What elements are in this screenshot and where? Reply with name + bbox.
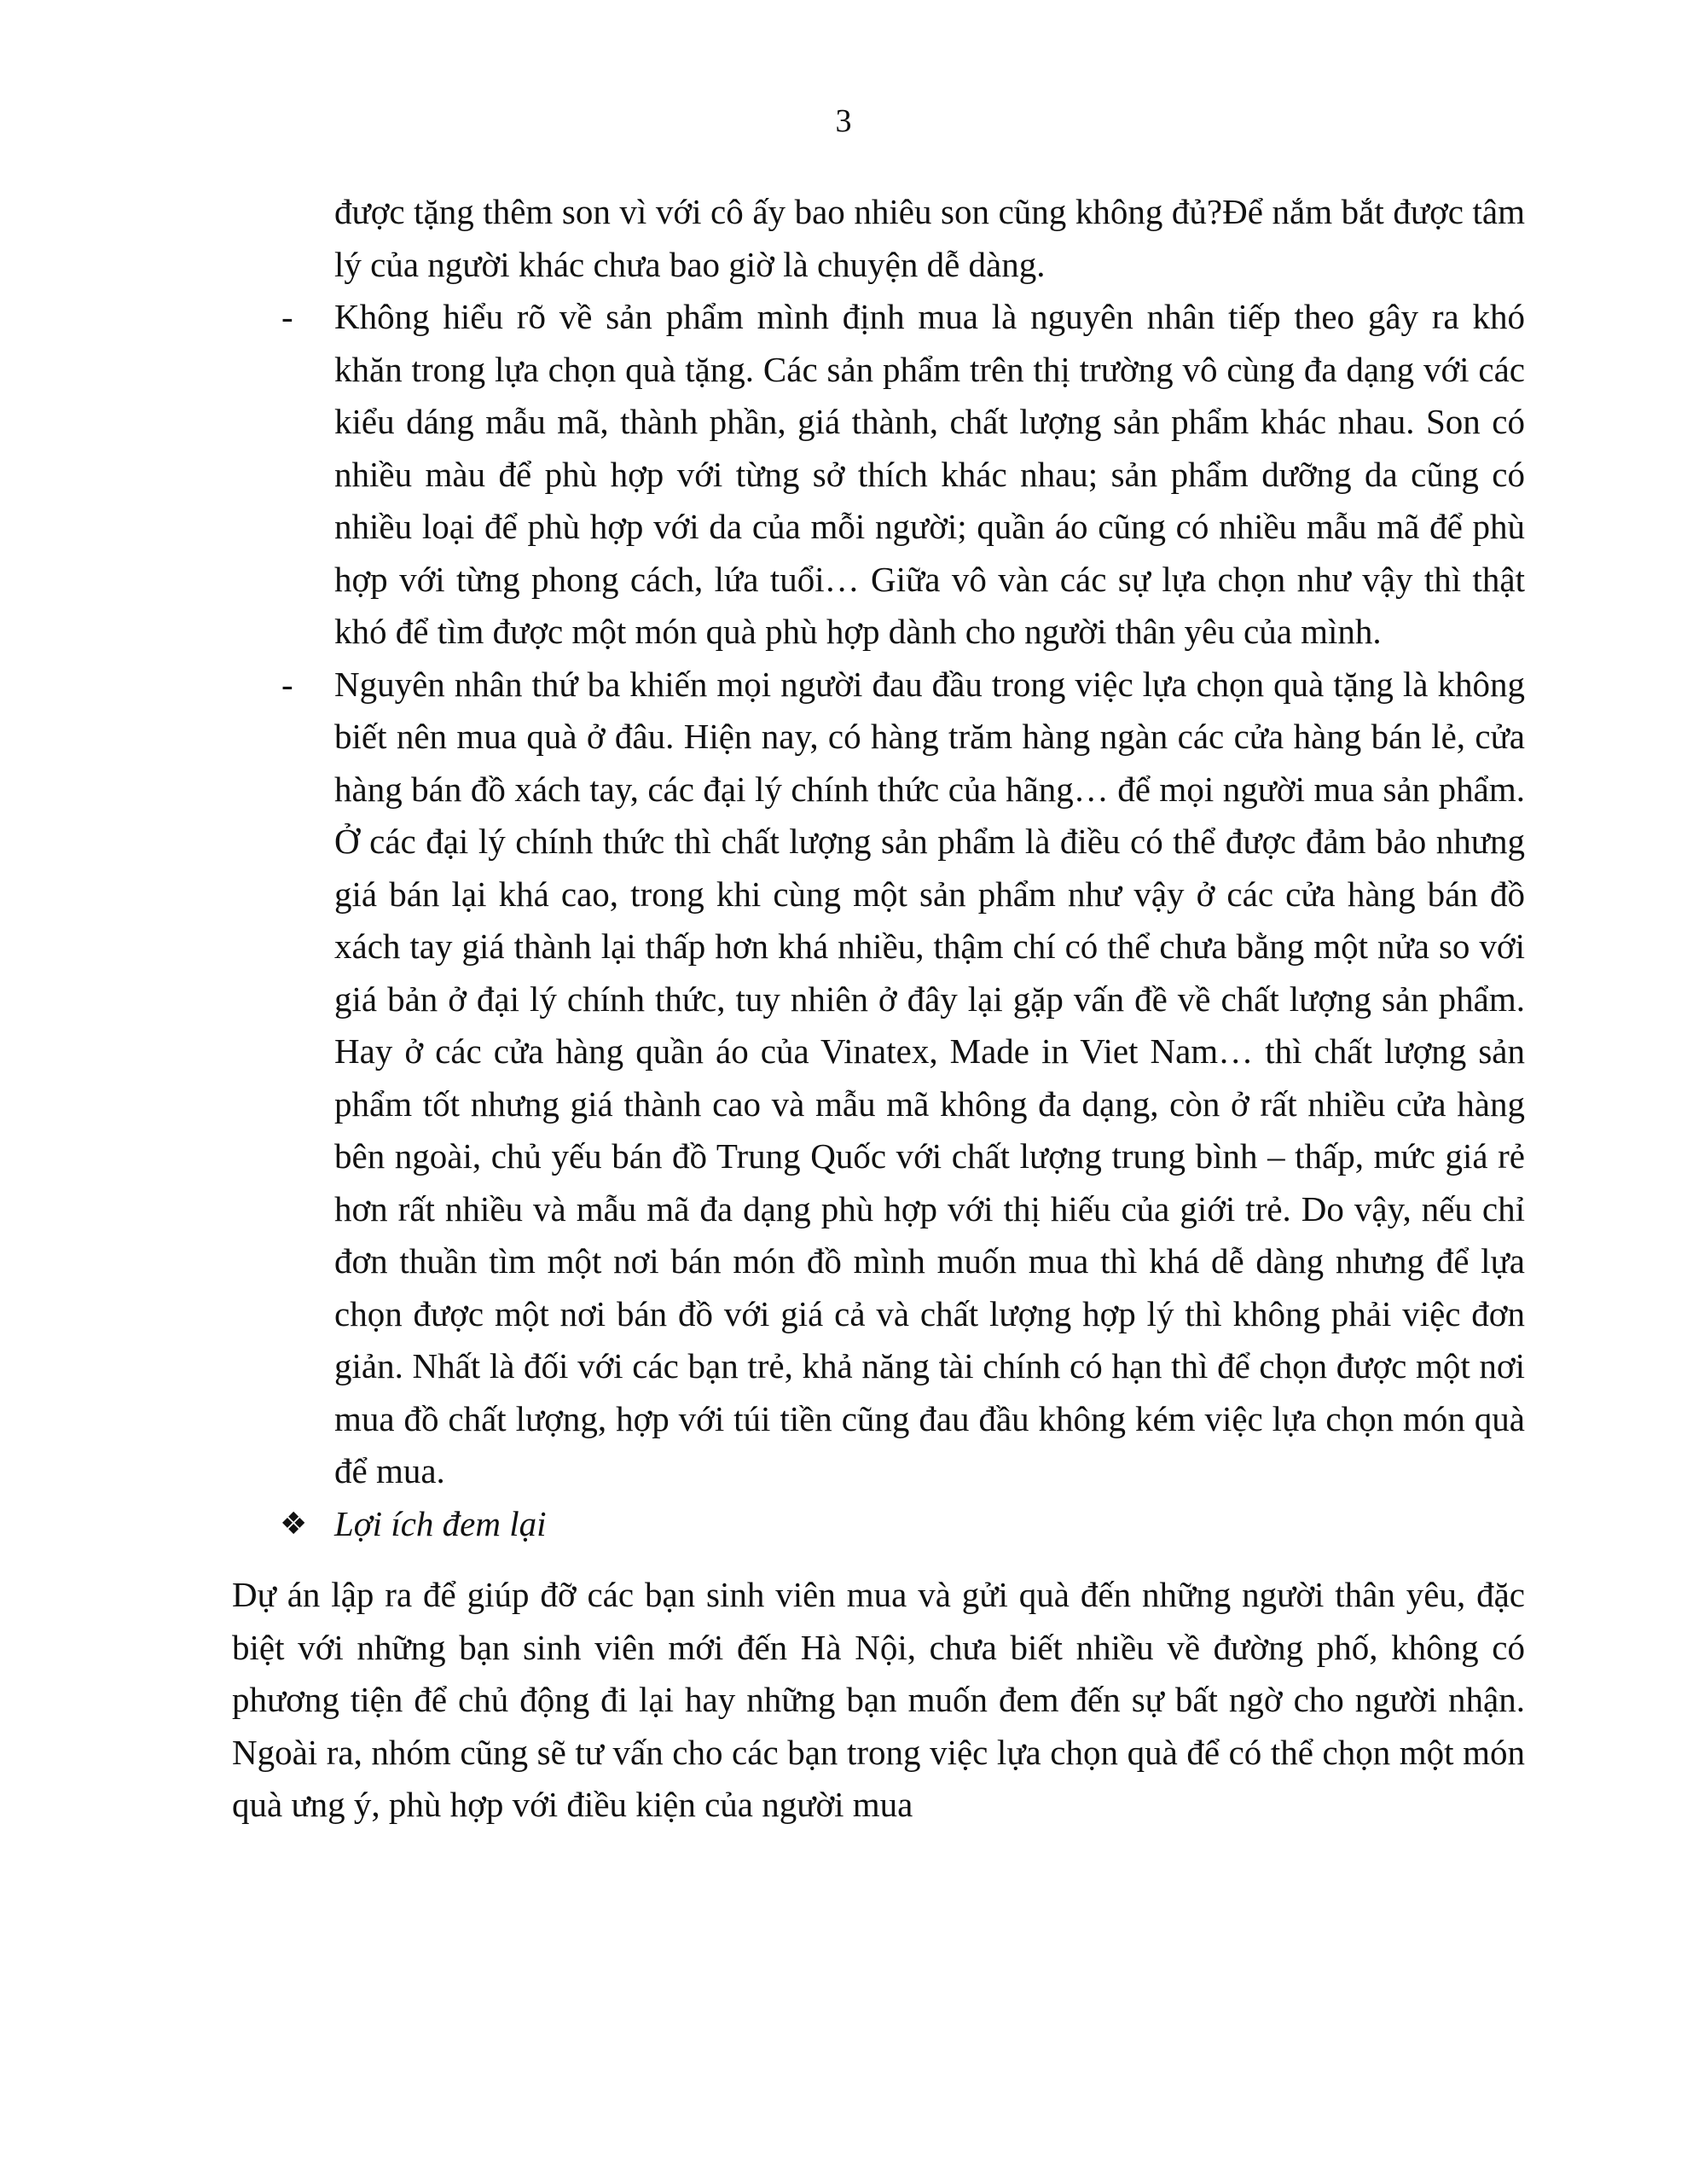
diamond-bullet-icon: ❖ bbox=[280, 1506, 308, 1542]
bullet-dash-marker: - bbox=[281, 297, 293, 336]
bullet-item-1 bbox=[232, 291, 1525, 659]
section-body-paragraph: Dự án lập ra để giúp đỡ các bạn sinh viên mua và gửi quà đến những người thân yêu, đặc biệt với những bạn sinh viên mới đến Hà Nội, chưa biết nhiều về đường phố, không có phương tiện để chủ động đi lại hay những bạn muốn đem đến sự bất ngờ cho người nhận. Ngoài ra, nhóm cũng sẽ tư vấn cho các bạn trong việc lựa chọn quà để có thể chọn một món quà ưng ý, phù hợp với điều kiện của người mua bbox=[232, 1575, 1525, 1824]
section-heading-text: Lợi ích đem lại bbox=[334, 1503, 547, 1543]
continuation-paragraph: được tặng thêm son vì với cô ấy bao nhiêu son cũng không đủ?Để nắm bắt được tâm lý của người khác chưa bao giờ là chuyện dễ dàng. bbox=[334, 192, 1525, 284]
page-number: 3 bbox=[835, 103, 852, 139]
bullet-item-2 bbox=[232, 659, 1525, 1498]
bullet-dash-marker: - bbox=[281, 664, 293, 704]
bullet-item-text: Không hiểu rõ về sản phẩm mình định mua là nguyên nhân tiếp theo gây ra khó khăn trong lựa chọn quà tặng. Các sản phẩm trên thị trường vô cùng đa dạng với các kiểu dáng mẫu mã, thành phần, giá thành, chất lượng sản phẩm khác nhau. Son có nhiều màu để phù hợp với từng sở thích khác nhau; sản phẩm dưỡng da cũng có nhiều loại để phù hợp với da của mỗi người; quần áo cũng có nhiều mẫu mã để phù hợp với từng phong cách, lứa tuổi… Giữa vô vàn các sự lựa chọn như vậy thì thật khó để tìm được một món quà phù hợp dành cho người thân yêu của mình. bbox=[334, 297, 1525, 651]
section-heading bbox=[232, 1498, 1525, 1551]
document-body bbox=[232, 186, 1525, 1832]
bullet-item-text: Nguyên nhân thứ ba khiến mọi người đau đầu trong việc lựa chọn quà tặng là không biết nên mua quà ở đâu. Hiện nay, có hàng trăm hàng ngàn các cửa hàng bán lẻ, cửa hàng bán đồ xách tay, các đại lý chính thức của hãng… để mọi người mua sản phẩm. Ở các đại lý chính thức thì chất lượng sản phẩm là điều có thể được đảm bảo nhưng giá bán lại khá cao, trong khi cùng một sản phẩm như vậy ở các cửa hàng bán đồ xách tay giá thành lại thấp hơn khá nhiều, thậm chí có thể chưa bằng một nửa so với giá bản ở đại lý chính thức, tuy nhiên ở đây lại gặp vấn đề về chất lượng sản phẩm. Hay ở các cửa hàng quần áo của Vinatex, Made in Viet Nam… thì chất lượng sản phẩm tốt nhưng giá thành cao và mẫu mã không đa dạng, còn ở rất nhiều cửa hàng bên ngoài, chủ yếu bán đồ Trung Quốc với chất lượng trung bình – thấp, mức giá rẻ hơn rất nhiều và mẫu mã đa dạng phù hợp với thị hiếu của giới trẻ. Do vậy, nếu chỉ đơn thuần tìm một nơi bán món đồ mình muốn mua thì khá dễ dàng nhưng để lựa chọn được một nơi bán đồ với giá cả và chất lượng hợp lý thì không phải việc đơn giản. Nhất là đối với các bạn trẻ, khả năng tài chính có hạn thì để chọn được một nơi mua đồ chất lượng, hợp với túi tiền cũng đau đầu không kém việc lựa chọn món quà để mua. bbox=[334, 664, 1525, 1490]
